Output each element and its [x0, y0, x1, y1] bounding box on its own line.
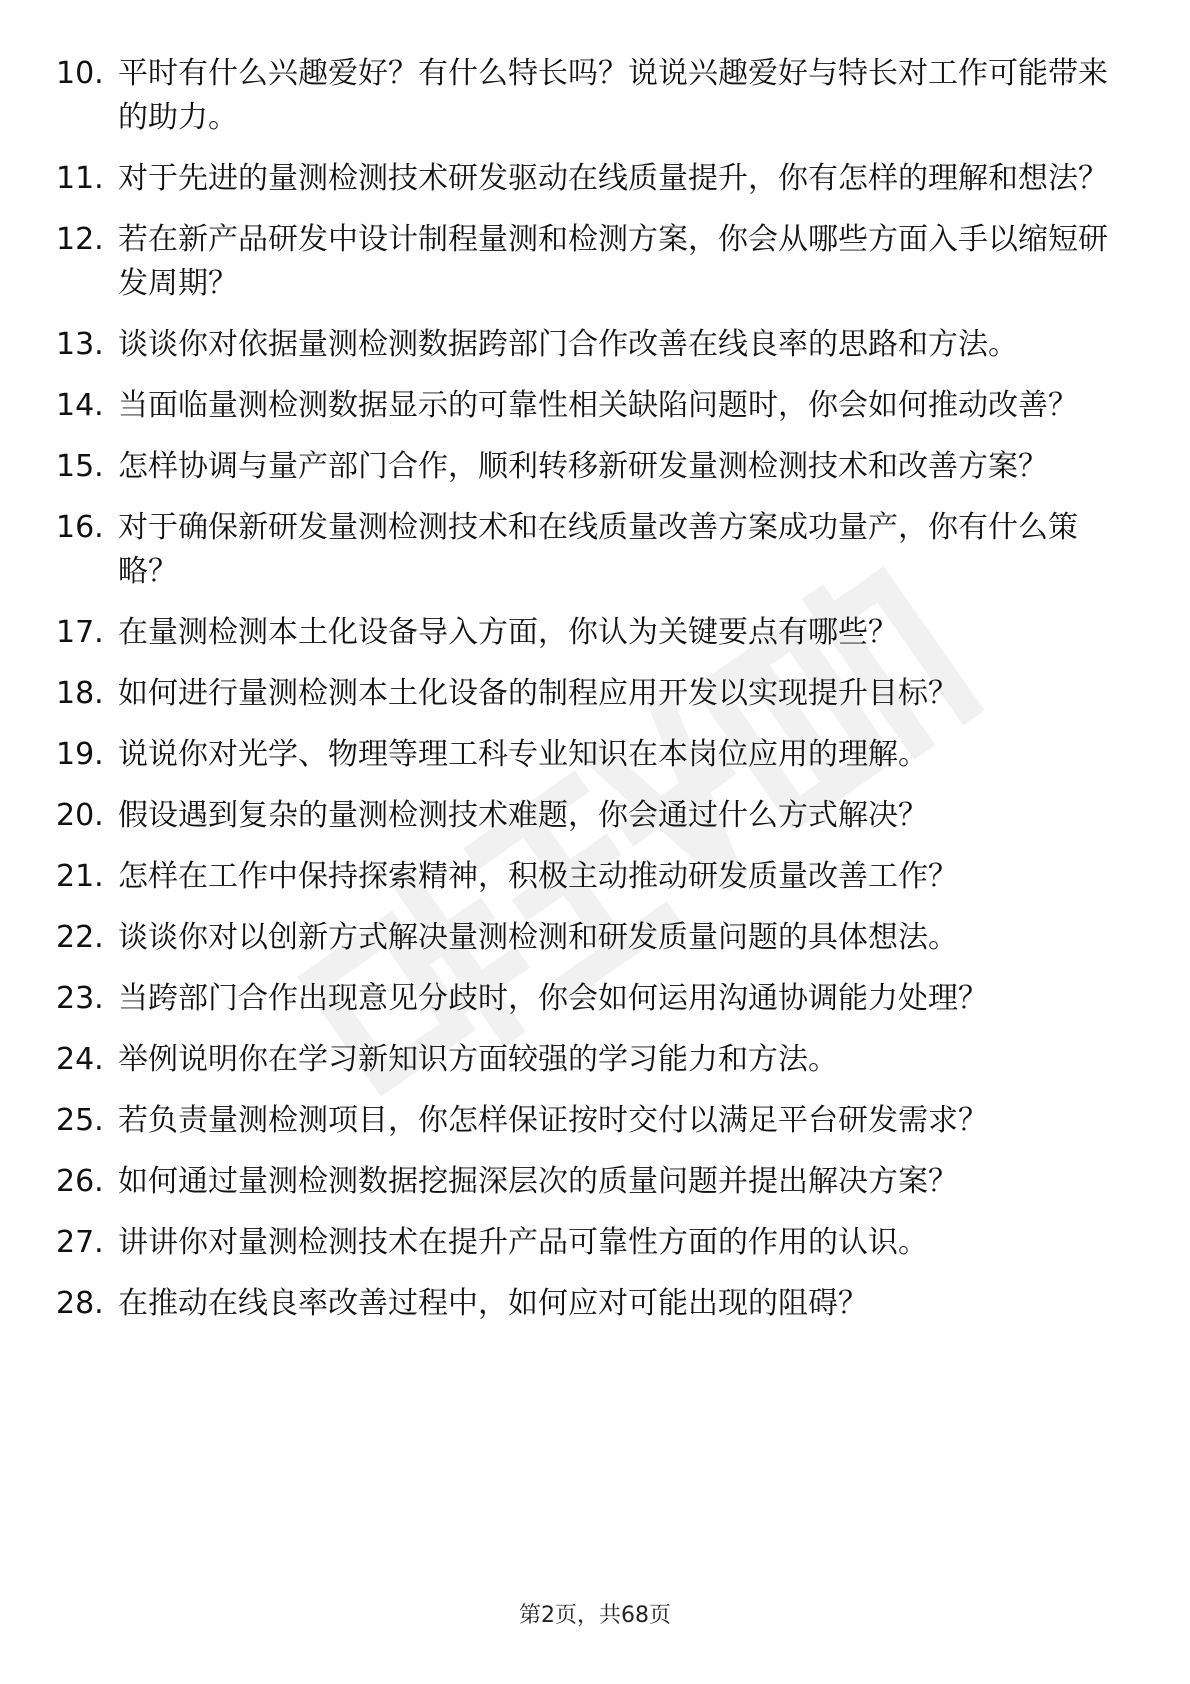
question-number: 25. [56, 1103, 104, 1138]
list-item [56, 977, 1116, 1021]
question-text: 对于确保新研发量测检测技术和在线质量改善方案成功量产，你有什么策略？ [118, 510, 1078, 589]
question-text: 讲讲你对量测检测技术在提升产品可靠性方面的作用的认识。 [118, 1225, 928, 1260]
question-number: 17. [56, 615, 104, 650]
question-number: 23. [56, 981, 104, 1016]
list-item [56, 384, 1116, 428]
question-text: 对于先进的量测检测技术研发驱动在线质量提升，你有怎样的理解和想法？ [118, 161, 1108, 196]
question-text: 说说你对光学、物理等理工科专业知识在本岗位应用的理解。 [118, 737, 928, 772]
question-number: 20. [56, 798, 104, 833]
question-number: 14. [56, 388, 104, 423]
question-text: 怎样协调与量产部门合作，顺利转移新研发量测检测技术和改善方案？ [118, 449, 1048, 484]
question-number: 21. [56, 859, 104, 894]
question-text: 在推动在线良率改善过程中，如何应对可能出现的阻碍？ [118, 1286, 868, 1321]
question-number: 16. [56, 510, 104, 545]
question-text: 假设遇到复杂的量测检测技术难题，你会通过什么方式解决？ [118, 798, 928, 833]
list-item [56, 855, 1116, 899]
question-text: 怎样在工作中保持探索精神，积极主动推动研发质量改善工作？ [118, 859, 958, 894]
question-list [56, 52, 1116, 1343]
question-text: 若在新产品研发中设计制程量测和检测方案，你会从哪些方面入手以缩短研发周期？ [118, 222, 1108, 301]
list-item [56, 1221, 1116, 1265]
question-number: 27. [56, 1225, 104, 1260]
question-text: 如何通过量测检测数据挖掘深层次的质量问题并提出解决方案？ [118, 1164, 958, 1199]
list-item [56, 611, 1116, 655]
question-text: 在量测检测本土化设备导入方面，你认为关键要点有哪些？ [118, 615, 898, 650]
question-text: 当跨部门合作出现意见分歧时，你会如何运用沟通协调能力处理？ [118, 981, 988, 1016]
list-item [56, 1099, 1116, 1143]
list-item [56, 1038, 1116, 1082]
question-number: 19. [56, 737, 104, 772]
list-item [56, 323, 1116, 367]
question-number: 28. [56, 1286, 104, 1321]
list-item [56, 506, 1116, 594]
question-number: 13. [56, 327, 104, 362]
list-item [56, 1160, 1116, 1204]
list-item [56, 218, 1116, 306]
question-text: 若负责量测检测项目，你怎样保证按时交付以满足平台研发需求？ [118, 1103, 988, 1138]
question-text: 谈谈你对以创新方式解决量测检测和研发质量问题的具体想法。 [118, 920, 958, 955]
question-text: 当面临量测检测数据显示的可靠性相关缺陷问题时，你会如何推动改善？ [118, 388, 1078, 423]
list-item [56, 672, 1116, 716]
list-item [56, 52, 1116, 140]
page-number-label: 第2页，共68页 [519, 1603, 671, 1628]
question-number: 15. [56, 449, 104, 484]
question-number: 11. [56, 161, 104, 196]
list-item [56, 733, 1116, 777]
question-text: 谈谈你对依据量测检测数据跨部门合作改善在线良率的思路和方法。 [118, 327, 1018, 362]
list-item [56, 1282, 1116, 1326]
question-number: 26. [56, 1164, 104, 1199]
question-number: 12. [56, 222, 104, 257]
question-number: 10. [56, 56, 104, 91]
question-number: 24. [56, 1042, 104, 1077]
list-item [56, 916, 1116, 960]
question-text: 平时有什么兴趣爱好？有什么特长吗？说说兴趣爱好与特长对工作可能带来的助力。 [118, 56, 1108, 135]
question-text: 举例说明你在学习新知识方面较强的学习能力和方法。 [118, 1042, 838, 1077]
list-item [56, 445, 1116, 489]
question-number: 18. [56, 676, 104, 711]
list-item [56, 157, 1116, 201]
page-footer [0, 1598, 1190, 1629]
list-item [56, 794, 1116, 838]
question-text: 如何进行量测检测本土化设备的制程应用开发以实现提升目标？ [118, 676, 958, 711]
question-number: 22. [56, 920, 104, 955]
